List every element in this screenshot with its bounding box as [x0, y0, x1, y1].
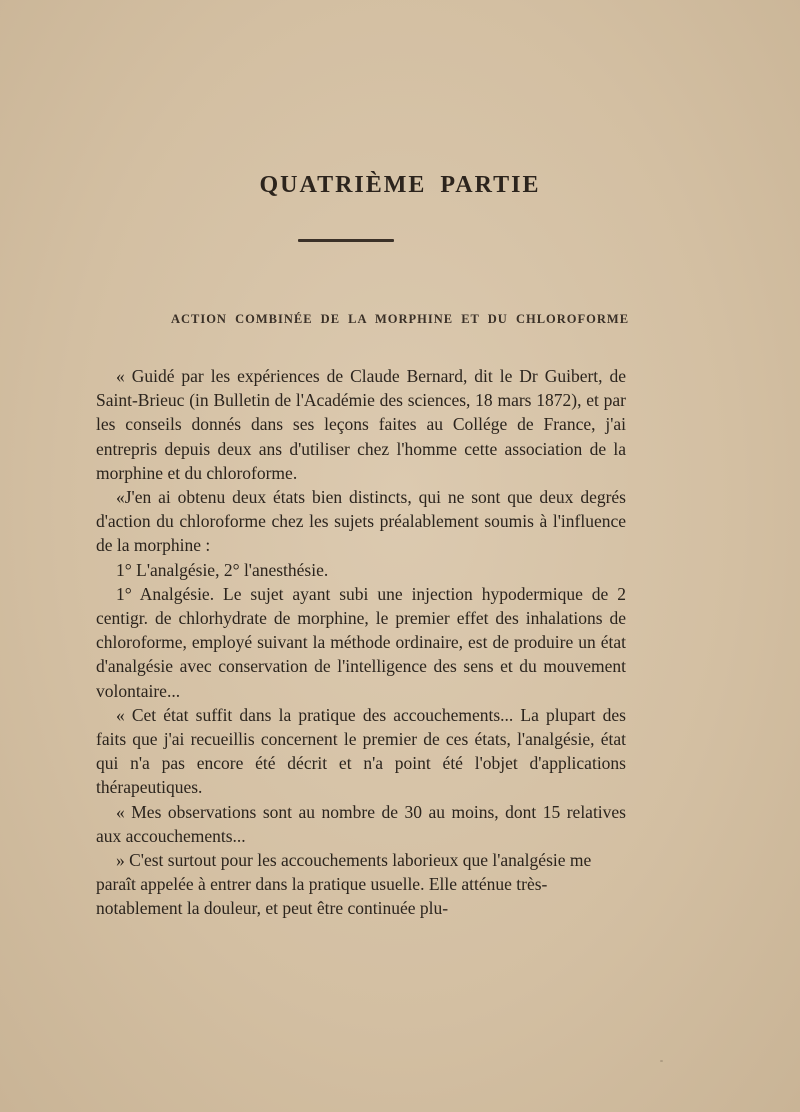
paragraph-4: 1° Analgésie. Le sujet ayant subi une injection hypodermique de 2 centigr. de chlorhydrate de morphine, le premier effet des inhalations de chloroforme, employé suivant la méthode ordinaire, est de produire un état d'analgésie avec conservation de l'intelligence des sens et du mouvement volontaire... [96, 583, 626, 701]
paragraph-5: « Cet état suffit dans la pratique des accouchements... La plupart des faits que j'ai recueillis concernent le premier de ces états, l'analgésie, état qui n'a pas encore été décrit et n'a point été l'objet d'applications thérapeutiques. [96, 704, 626, 798]
paragraph-6: « Mes observations sont au nombre de 30 au moins, dont 15 relatives aux accouchements... [96, 801, 626, 846]
section-title: ACTION COMBINÉE DE LA MORPHINE ET DU CHLOROFORME [170, 312, 630, 326]
paper-speck [660, 1060, 663, 1062]
paper-speck [240, 910, 242, 912]
part-title: QUATRIÈME PARTIE [259, 172, 541, 198]
title-rule [298, 239, 394, 242]
paragraph-7: » C'est surtout pour les accouchements laborieux que l'analgésie me paraît appelée à entrer dans la pratique usuelle. Elle atténue très-notablement la douleur, et peut être continuée plu- [96, 850, 592, 919]
paragraph-3: 1° L'analgésie, 2° l'anesthésie. [116, 559, 329, 580]
paragraph-2: «J'en ai obtenu deux états bien distincts, qui ne sont que deux degrés d'action du chloroforme chez les sujets préalablement soumis à l'influence de la morphine : [96, 487, 626, 556]
body-text [96, 364, 626, 921]
paragraph-1: « Guidé par les expériences de Claude Bernard, dit le Dr Guibert, de Saint-Brieuc (in Bulletin de l'Académie des sciences, 18 mars 1872), et par les conseils donnés dans ses leçons faites au Collége de France, j'ai entrepris depuis deux ans d'utiliser chez l'homme cette association de la morphine et du chloroforme. [96, 366, 626, 483]
paper-speck [560, 500, 563, 503]
